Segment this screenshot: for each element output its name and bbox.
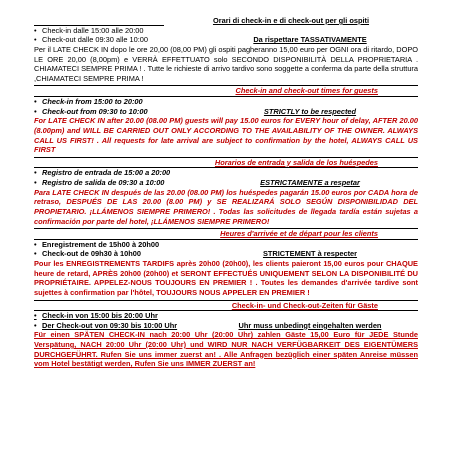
german-heading: Check-in- und Check-out-Zeiten für Gäste [231,300,378,310]
french-checkin: Enregistrement de 15h00 à 20h00 [42,239,160,249]
french-checkout-row: • Check-out de 09h30 à 10h00 STRICTEMENT à respecter [34,249,418,259]
english-checkout: Check-out from 09:30 to 10:00 [42,106,148,116]
english-heading: Check-in and check-out times for guests [235,86,378,96]
italian-paragraph: Per il LATE CHECK IN dopo le ore 20,00 (08,00 PM) gli ospiti pagheranno 15,00 euro per OGNI ora di ritardo, DOPO LE ORE 20,00 (8,00pm) e VERRÀ EFFETTUATO solo SECONDO DISPONIBILITÀ DELLA PROPRIETARIA . CHIAMATECI SEMPRE PRIMA ! . Tutte le richieste di arrivo tardivo sono soggette a conferma da parte della struttura ,CHIAMATECI SEMPRE PRIMA ! [34,44,418,83]
document-page [0,16,450,466]
spanish-paragraph: Para LATE CHECK IN después de las 20.00 (08.00 PM) los huéspedes pagarán 15.00 euros por CADA hora de retraso, DESPUÉS DE LAS 20.00 (8.00 PM) y SE REALIZARÁ SOLO SEGÚN DISPONIBILIDAD DEL PROPIETARIO. ¡LLÁMENOS SIEMPRE PRIMERO! . Todas las solicitudes de llegada tardía están sujetas a confirmación por parte del hotel, ¡LLÁMENOS SIEMPRE PRIMERO! [34,187,418,226]
italian-checkout-row: • Check-out dalle 09:30 alle 10:00 Da rispettare TASSATIVAMENTE [34,35,418,45]
german-checkin-row: • Check-in von 15:00 bis 20:00 Uhr [34,311,418,321]
spanish-checkin: Registro de entrada de 15:00 a 20:00 [42,168,171,178]
english-section [34,85,418,154]
german-paragraph: Für einen SPÄTEN CHECK-IN nach 20:00 Uhr (20:00 Uhr) zahlen Gäste 15,00 Euro für JEDE Stunde Verspätung, NACH 20:00 Uhr (20:00 Uhr) und WIRD NUR NACH VERFÜGBARKEIT DES EIGENTÜMERS DURCHGEFÜHRT. Rufen Sie uns immer zuerst an! . Alle Anfragen bezüglich einer späten Anreise müssen vom Hotel bestätigt werden, Rufen Sie uns IMMER ZUERST an! [34,330,418,369]
german-section [34,300,418,369]
spanish-heading-row [34,157,418,168]
italian-respect: Da rispettare TASSATIVAMENTE [253,35,367,45]
german-checkout-row: • Der Check-out von 09:30 bis 10:00 Uhr Uhr muss unbedingt eingehalten werden [34,321,418,331]
italian-heading-row [34,16,418,26]
english-checkin-row: • Check-in from 15:00 to 20:00 [34,97,418,107]
italian-section [34,16,418,83]
spanish-section [34,157,418,226]
italian-heading: Orari di check-in e di check-out per gli ospiti [212,16,370,25]
spanish-heading: Horarios de entrada y salida de los huéspedes [214,157,378,167]
spanish-checkout: Registro de salida de 09:30 a 10:00 [42,178,165,187]
german-heading-row [34,300,418,311]
english-paragraph: For LATE CHECK IN after 20.00 (08.00 PM) guests will pay 15.00 euros for EVERY hour of delay, AFTER 20.00 (8.00pm) and WILL BE CARRIED OUT ONLY ACCORDING TO THE AVAILABILITY OF THE OWNER. ALWAYS CALL US FIRST! . All requests for late arrival are subject to confirmation by the hotel, ALWAYS CALL US FIRST [34,116,418,155]
french-heading-row [34,228,418,239]
french-section [34,228,418,297]
french-checkout: Check-out de 09h30 à 10h00 [42,249,141,259]
french-respect: STRICTEMENT à respecter [262,249,358,259]
english-heading-row [34,85,418,96]
spanish-checkin-row: • Registro de entrada de 15:00 a 20:00 [34,168,418,178]
german-checkout: Der Check-out von 09:30 bis 10:00 Uhr [42,320,178,330]
german-checkin: Check-in von 15:00 bis 20:00 Uhr [42,311,158,321]
french-paragraph: Pour les ENREGISTREMENTS TARDIFS après 20h00 (20h00), les clients paieront 15,00 euros pour CHAQUE heure de retard, APRÈS 20h00 (20h00) et SERONT EFFECTUÉS UNIQUEMENT SELON LA DISPONIBILITÉ DU PROPRIÉTAIRE. APPELEZ-NOUS TOUJOURS EN PREMIER ! . Toutes les demandes d'arrivée tardive sont sujettes à confirmation par l'hôtel, TOUJOURS NOUS APPELER EN PREMIER ! [34,259,418,297]
english-checkin: Check-in from 15:00 to 20:00 [42,97,143,106]
english-checkout-row: • Check-out from 09:30 to 10:00 STRICTLY to be respected [34,107,418,117]
italian-checkin: Check-in dalle 15:00 alle 20:00 [42,25,144,35]
english-respect: STRICTLY to be respected [263,106,357,116]
spanish-respect: ESTRICTAMENTE a respetar [260,178,360,187]
italian-checkout: Check-out dalle 09:30 alle 10:00 [42,35,149,45]
french-checkin-row: • Enregistrement de 15h00 à 20h00 [34,240,418,250]
french-heading: Heures d'arrivée et de départ pour les clients [220,229,378,239]
german-respect: Uhr muss unbedingt eingehalten werden [238,320,382,330]
italian-checkin-row: • Check-in dalle 15:00 alle 20:00 [34,26,418,36]
spanish-checkout-row: • Registro de salida de 09:30 a 10:00 ESTRICTAMENTE a respetar [34,178,418,188]
